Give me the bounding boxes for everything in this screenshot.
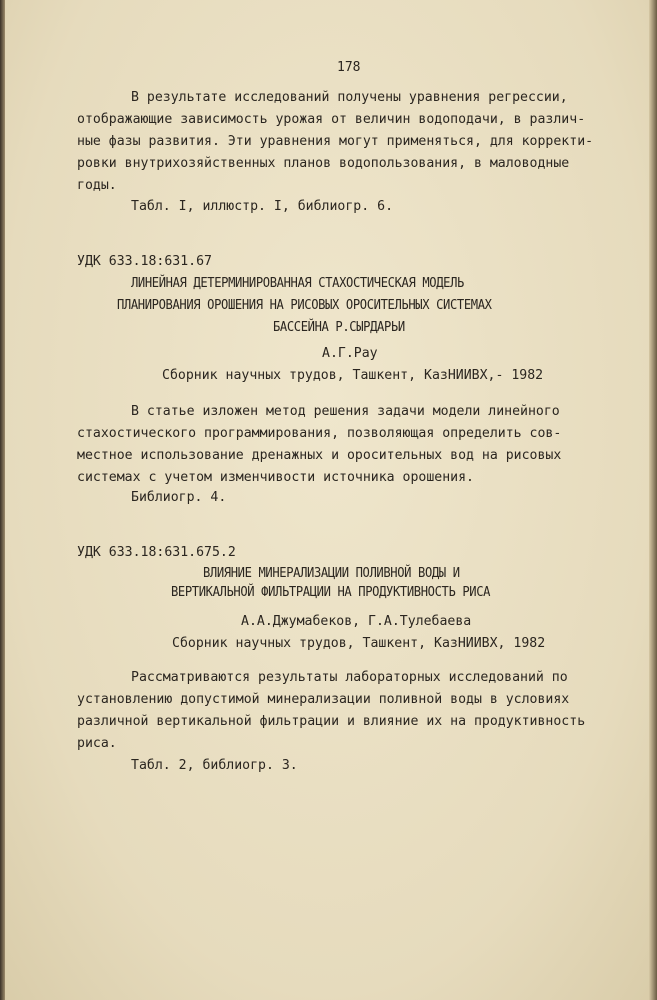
intro-line: ровки внутрихозяйственных планов водопользования, в маловодные — [77, 156, 570, 171]
udk-code: УДК 633.18:631.675.2 — [77, 545, 236, 560]
intro-line: годы. — [77, 178, 117, 193]
intro-line: В результате исследований получены уравнения регрессии, — [131, 90, 568, 105]
entry-title-line: БАССЕЙНА Р.СЫРДАРЬИ — [273, 320, 405, 335]
entry-biblio: Табл. 2, библиогр. 3. — [131, 758, 298, 773]
page-number: 178 — [337, 60, 361, 75]
entry-title-line: ПЛАНИРОВАНИЯ ОРОШЕНИЯ НА РИСОВЫХ ОРОСИТЕЛЬНЫХ СИСТЕМАХ — [117, 298, 492, 313]
abstract-line: системах с учетом изменчивости источника орошения. — [77, 470, 474, 485]
abstract-line: стахостического программирования, позволяющая определить сов- — [77, 426, 562, 441]
abstract-line: В статье изложен метод решения задачи модели линейного — [131, 404, 560, 419]
entry-title-line: ВЛИЯНИЕ МИНЕРАЛИЗАЦИИ ПОЛИВНОЙ ВОДЫ И — [203, 566, 460, 581]
entry-authors: А.А.Джумабеков, Г.А.Тулебаева — [241, 614, 472, 629]
abstract-line: Рассматриваются результаты лабораторных исследований по — [131, 670, 568, 685]
udk-code: УДК 633.18:631.67 — [77, 254, 212, 269]
abstract-line: различной вертикальной фильтрации и влияние их на продуктивность — [77, 714, 586, 729]
entry-biblio: Библиогр. 4. — [131, 490, 227, 505]
entry-source: Сборник научных трудов, Ташкент, КазНИИВХ, 1982 — [172, 636, 546, 651]
abstract-line: установлению допустимой минерализации поливной воды в условиях — [77, 692, 570, 707]
intro-biblio: Табл. I, иллюстр. I, библиогр. 6. — [131, 199, 394, 214]
entry-title-line: ЛИНЕЙНАЯ ДЕТЕРМИНИРОВАННАЯ СТАХОСТИЧЕСКАЯ МОДЕЛЬ — [131, 276, 464, 291]
entry-source: Сборник научных трудов, Ташкент, КазНИИВХ,- 1982 — [162, 368, 544, 383]
abstract-line: местное использование дренажных и оросительных вод на рисовых — [77, 448, 562, 463]
abstract-line: риса. — [77, 736, 117, 751]
intro-line: ные фазы развития. Эти уравнения могут применяться, для корректи- — [77, 134, 594, 149]
intro-line: отображающие зависимость урожая от величин водоподачи, в различ- — [77, 112, 586, 127]
entry-title-line: ВЕРТИКАЛЬНОЙ ФИЛЬТРАЦИИ НА ПРОДУКТИВНОСТЬ РИСА — [171, 585, 491, 600]
entry-authors: А.Г.Рау — [322, 346, 378, 361]
